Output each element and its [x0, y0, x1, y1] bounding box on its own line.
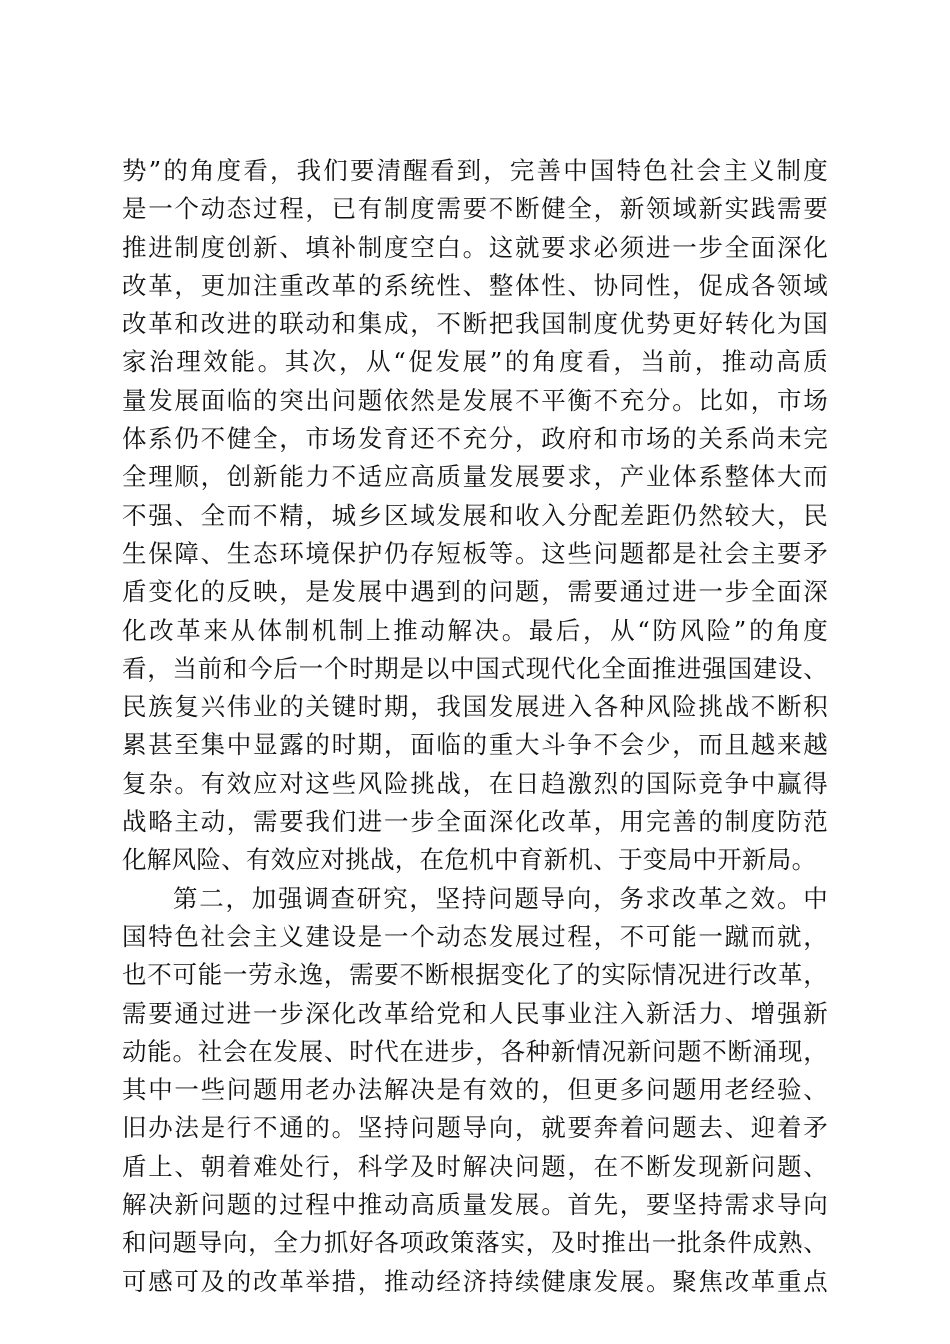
paragraph-first-line: 第二，加强调查研究，坚持问题导向，务求改革之效。中: [173, 883, 828, 913]
text-line: 国特色社会主义建设是一个动态发展过程，不可能一蹴而就，: [122, 921, 828, 951]
text-line: 化改革来从体制机制上推动解决。最后，从“防风险”的角度: [122, 615, 828, 645]
text-line: 推进制度创新、填补制度空白。这就要求必须进一步全面深化: [122, 232, 828, 262]
text-line: 战略主动，需要我们进一步全面深化改革，用完善的制度防范: [122, 807, 828, 837]
text-line: 需要通过进一步深化改革给党和人民事业注入新活力、增强新: [122, 998, 828, 1028]
text-line: 和问题导向，全力抓好各项政策落实，及时推出一批条件成熟、: [122, 1228, 828, 1258]
text-line: 改革和改进的联动和集成，不断把我国制度优势更好转化为国: [122, 309, 828, 339]
text-line: 看，当前和今后一个时期是以中国式现代化全面推进强国建设、: [122, 653, 828, 683]
text-line: 化解风险、有效应对挑战，在危机中育新机、于变局中开新局。: [122, 845, 817, 875]
text-line: 量发展面临的突出问题依然是发展不平衡不充分。比如，市场: [122, 385, 828, 415]
text-line: 累甚至集中显露的时期，面临的重大斗争不会少，而且越来越: [122, 730, 828, 760]
text-line: 体系仍不健全，市场发育还不充分，政府和市场的关系尚未完: [122, 424, 828, 454]
text-line: 解决新问题的过程中推动高质量发展。首先，要坚持需求导向: [122, 1190, 828, 1220]
text-line: 家治理效能。其次，从“促发展”的角度看，当前，推动高质: [122, 347, 828, 377]
text-line: 全理顺，创新能力不适应高质量发展要求，产业体系整体大而: [122, 462, 828, 492]
text-line: 势”的角度看，我们要清醒看到，完善中国特色社会主义制度: [122, 156, 828, 185]
text-line: 动能。社会在发展、时代在进步，各种新情况新问题不断涌现，: [122, 1036, 828, 1066]
text-line: 盾上、朝着难处行，科学及时解决问题，在不断发现新问题、: [122, 1151, 828, 1181]
text-line: 可感可及的改革举措，推动经济持续健康发展。聚焦改革重点: [122, 1266, 828, 1296]
text-line: 其中一些问题用老办法解决是有效的，但更多问题用老经验、: [122, 1075, 828, 1105]
text-line: 是一个动态过程，已有制度需要不断健全，新领域新实践需要: [122, 194, 828, 224]
text-line: 不强、全而不精，城乡区域发展和收入分配差距仍然较大，民: [122, 500, 828, 530]
text-line: 改革，更加注重改革的系统性、整体性、协同性，促成各领域: [122, 270, 828, 300]
text-line: 生保障、生态环境保护仍存短板等。这些问题都是社会主要矛: [122, 538, 828, 568]
body-text: [122, 152, 828, 1301]
text-line: 旧办法是行不通的。坚持问题导向，就要奔着问题去、迎着矛: [122, 1113, 828, 1143]
text-line: 盾变化的反映，是发展中遇到的问题，需要通过进一步全面深: [122, 577, 828, 607]
text-line: 也不可能一劳永逸，需要不断根据变化了的实际情况进行改革，: [122, 960, 828, 990]
text-line: 民族复兴伟业的关键时期，我国发展进入各种风险挑战不断积: [122, 692, 828, 722]
text-line: 复杂。有效应对这些风险挑战，在日趋激烈的国际竞争中赢得: [122, 768, 828, 798]
